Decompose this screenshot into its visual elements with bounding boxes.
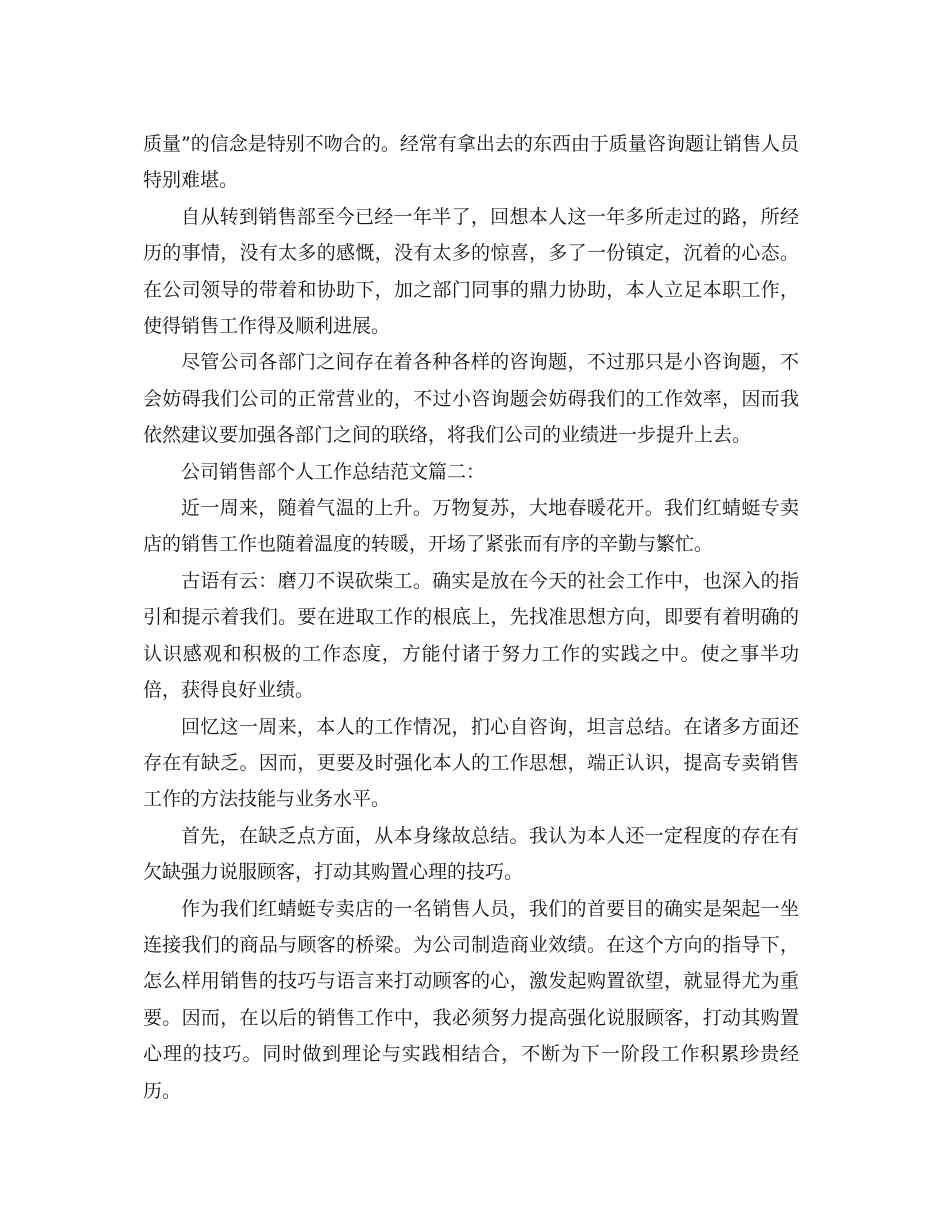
- paragraph-9: 作为我们红蜻蜓专卖店的一名销售人员，我们的首要目的确实是架起一坐连接我们的商品与顾客的桥梁。为公司制造商业效绩。在这个方向的指导下，怎么样用销售的技巧与语言来打动顾客的心，激发起购置欲望，就显得尤为重要。因而，在以后的销售工作中，我必须努力提高强化说服顾客，打动其购置心理的技巧。同时做到理论与实践相结合，不断为下一阶段工作积累珍贵经历。: [143, 897, 799, 1102]
- paragraph-6: 古语有云：磨刀不误砍柴工。确实是放在今天的社会工作中，也深入的指引和提示着我们。要在进取工作的根底上，先找准思想方向，即要有着明确的认识感观和积极的工作态度，方能付诸于努力工作的实践之中。使之事半功倍，获得良好业绩。: [143, 569, 799, 702]
- paragraph-2: 自从转到销售部至今已经一年半了，回想本人这一年多所走过的路，所经历的事情，没有太多的感慨，没有太多的惊喜，多了一份镇定，沉着的心态。在公司领导的带着和协助下，加之部门同事的鼎力协助，本人立足本职工作，使得销售工作得及顺利进展。: [143, 205, 799, 338]
- paragraph-7: 回忆这一周来，本人的工作情况，扪心自咨询，坦言总结。在诸多方面还存在有缺乏。因而，更要及时强化本人的工作思想，端正认识，提高专卖销售工作的方法技能与业务水平。: [143, 715, 799, 811]
- paragraph-8: 首先，在缺乏点方面，从本身缘故总结。我认为本人还一定程度的存在有欠缺强力说服顾客，打动其购置心理的技巧。: [143, 824, 799, 884]
- section-heading: 公司销售部个人工作总结范文篇二：: [181, 460, 486, 483]
- paragraph-3: 尽管公司各部门之间存在着各种各样的咨询题，不过那只是小咨询题，不会妨碍我们公司的正常营业的，不过小咨询题会妨碍我们的工作效率，因而我依然建议要加强各部门之间的联络，将我们公司的业绩进一步提升上去。: [143, 351, 799, 447]
- paragraph-1: 质量”的信念是特别不吻合的。经常有拿出去的东西由于质量咨询题让销售人员特别难堪。: [143, 133, 799, 192]
- paragraph-5: 近一周来，随着气温的上升。万物复苏，大地春暖花开。我们红蜻蜓专卖店的销售工作也随着温度的转暖，开场了紧张而有序的辛勤与繁忙。: [143, 497, 799, 556]
- document-body: [143, 126, 799, 1109]
